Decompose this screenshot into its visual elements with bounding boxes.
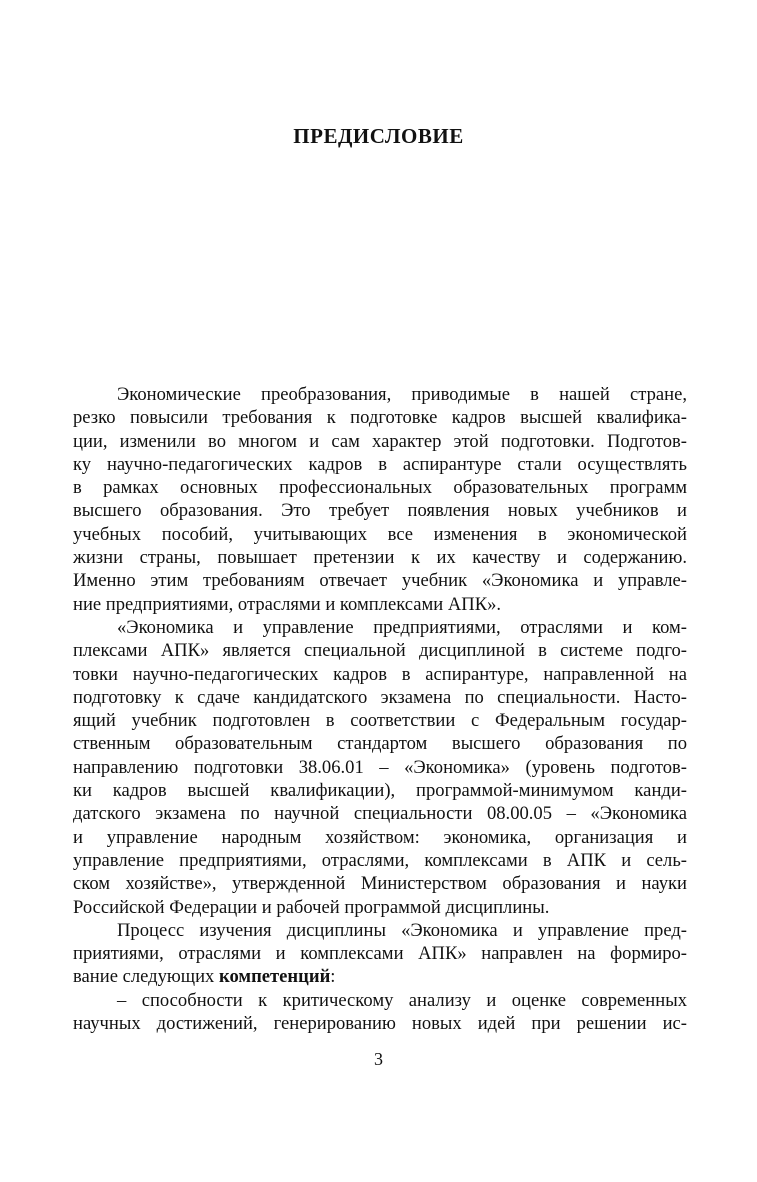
text-line: ском хозяйстве», утвержденной Министерством образования и науки (73, 873, 687, 895)
text-line: ки кадров высшей квалификации), программой-минимумом канди- (73, 780, 687, 802)
text-line: и управление народным хозяйством: экономика, организация и (73, 826, 687, 848)
text-line-competencies (73, 965, 687, 988)
text-line: ку научно-педагогических кадров в аспирантуре стали осуществлять (73, 453, 687, 475)
text-line: Процесс изучения дисциплины «Экономика и управление пред- (117, 919, 687, 941)
text-line: Именно этим требованиям отвечает учебник «Экономика и управле- (73, 570, 687, 592)
text-line: датского экзамена по научной специальности 08.00.05 – «Экономика (73, 803, 687, 825)
text-line: Российской Федерации и рабочей программой дисциплины. (73, 896, 550, 918)
text-line: подготовку к сдаче кандидатского экзамена по специальности. Насто- (73, 686, 687, 708)
text-line: резко повысили требования к подготовке кадров высшей квалифика- (73, 407, 687, 429)
text-line: Экономические преобразования, приводимые в нашей стране, (117, 384, 687, 405)
page-title: ПРЕДИСЛОВИЕ (293, 124, 464, 148)
text-fragment: вание следующих (73, 966, 219, 988)
text-line: ние предприятиями, отраслями и комплексами АПК». (73, 593, 502, 615)
text-fragment: : (330, 966, 336, 988)
competencies-term: компетенций (219, 966, 331, 988)
text-line: плексами АПК» является специальной дисциплиной в системе подго- (73, 640, 687, 662)
text-line: ящий учебник подготовлен в соответствии с Федеральным государ- (73, 710, 687, 732)
page-number: 3 (374, 1049, 383, 1069)
text-line: высшего образования. Это требует появления новых учебников и (73, 500, 687, 522)
text-line: в рамках основных профессиональных образовательных программ (73, 477, 687, 499)
text-line: учебных пособий, учитывающих все изменения в экономической (73, 523, 687, 545)
text-line: «Экономика и управление предприятиями, отраслями и ком- (117, 616, 687, 638)
text-line: ции, изменили во многом и сам характер этой подготовки. Подготов- (73, 430, 687, 452)
text-line: управление предприятиями, отраслями, комплексами в АПК и сель- (73, 849, 687, 871)
text-line: научных достижений, генерированию новых идей при решении ис- (73, 1013, 687, 1035)
text-line: ственным образовательным стандартом высшего образования по (73, 733, 687, 755)
text-line: жизни страны, повышает претензии к их качеству и содержанию. (73, 547, 687, 569)
text-line: – способности к критическому анализу и оценке современных (117, 989, 687, 1011)
text-line: приятиями, отраслями и комплексами АПК» направлен на формиро- (73, 943, 687, 965)
text-line: направлению подготовки 38.06.01 – «Экономика» (уровень подготов- (73, 756, 687, 778)
body-text (73, 383, 687, 1035)
text-line: товки научно-педагогических кадров в аспирантуре, направленной на (73, 663, 687, 685)
